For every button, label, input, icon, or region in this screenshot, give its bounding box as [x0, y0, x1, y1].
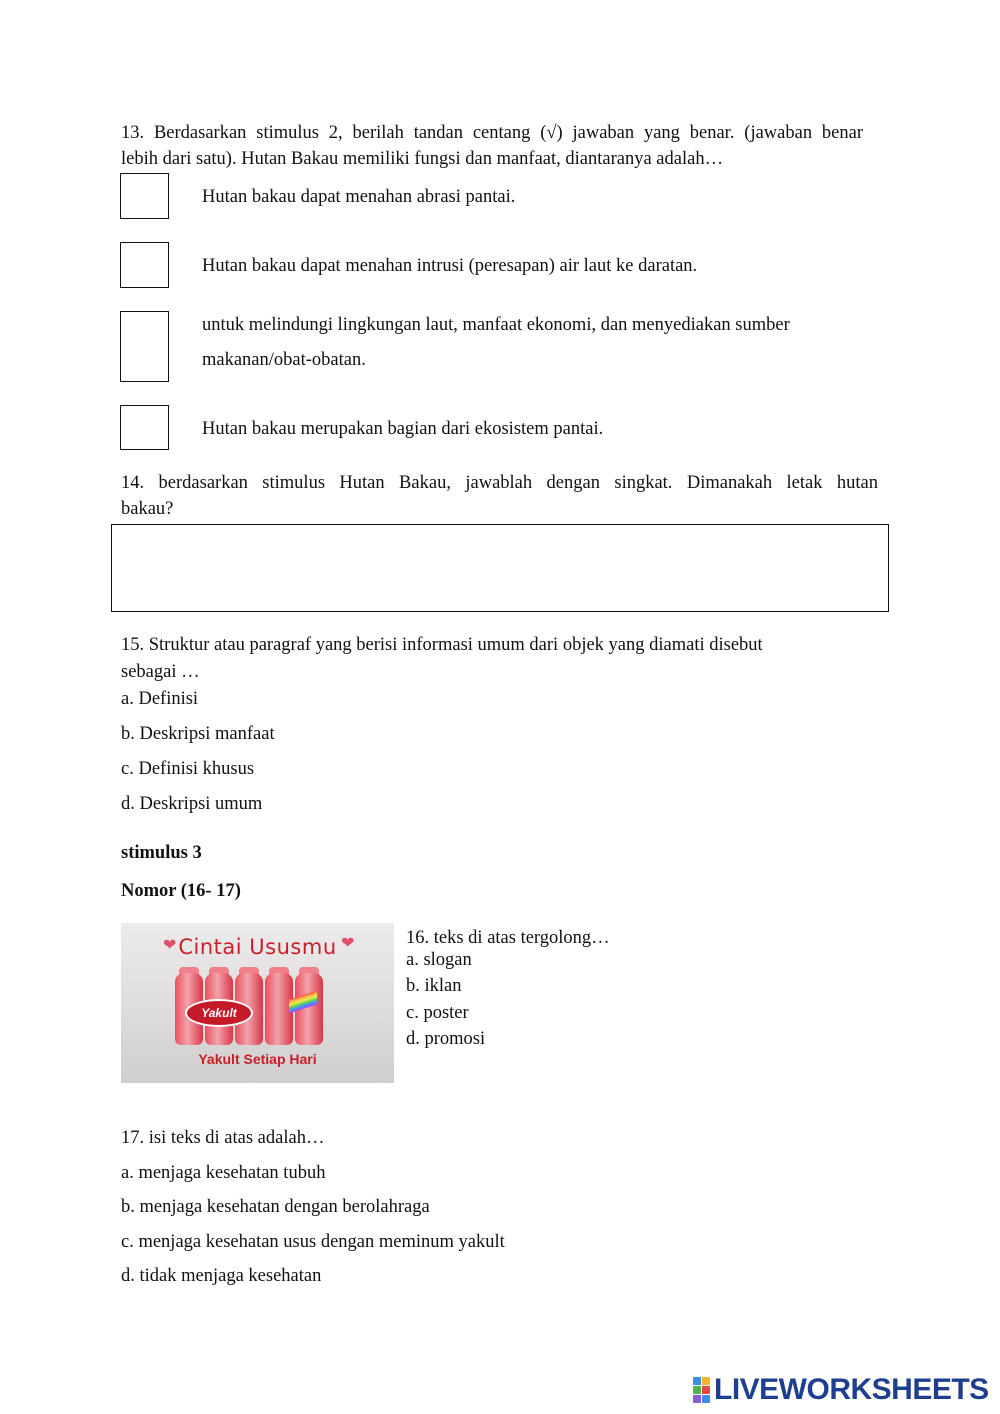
q13-checkbox-1[interactable] [120, 173, 169, 219]
q15-option-d[interactable]: d. Deskripsi umum [121, 794, 263, 814]
liveworksheets-logo[interactable] [693, 1373, 989, 1407]
q16-option-b[interactable]: b. iklan [406, 976, 462, 996]
q15-option-a[interactable]: a. Definisi [121, 689, 199, 709]
q16-question: 16. teks di atas tergolong… [406, 928, 610, 948]
q16-option-d[interactable]: d. promosi [406, 1029, 486, 1049]
ad-headline: Cintai Ususmu [178, 935, 337, 959]
stimulus-range: Nomor (16- 17) [121, 881, 241, 901]
q13-text-line1: 13. Berdasarkan stimulus 2, berilah tandan centang (√) jawaban yang benar. (jawaban benar [121, 123, 863, 143]
q13-option-2: Hutan bakau dapat menahan intrusi (peresapan) air laut ke daratan. [202, 256, 698, 276]
q13-option-3-line1: untuk melindungi lingkungan laut, manfaat ekonomi, dan menyediakan sumber [202, 315, 790, 335]
logo-text: LIVEWORKSHEETS [714, 1373, 989, 1406]
q16-option-c[interactable]: c. poster [406, 1003, 469, 1023]
q13-option-1: Hutan bakau dapat menahan abrasi pantai. [202, 187, 516, 207]
q17-option-a[interactable]: a. menjaga kesehatan tubuh [121, 1163, 326, 1183]
q15-option-b[interactable]: b. Deskripsi manfaat [121, 724, 275, 744]
q17-option-c[interactable]: c. menjaga kesehatan usus dengan meminum yakult [121, 1232, 505, 1252]
ad-brand-label: Yakult [185, 999, 253, 1027]
liveworksheets-logo-icon [693, 1377, 711, 1403]
q17-option-d[interactable]: d. tidak menjaga kesehatan [121, 1266, 322, 1286]
q17-option-b[interactable]: b. menjaga kesehatan dengan berolahraga [121, 1197, 430, 1217]
ad-tagline: Yakult Setiap Hari [198, 1051, 317, 1067]
q14-text-line1: 14. berdasarkan stimulus Hutan Bakau, jawablah dengan singkat. Dimanakah letak hutan [121, 473, 878, 493]
q13-option-3-line2: makanan/obat-obatan. [202, 350, 366, 370]
q13-checkbox-2[interactable] [120, 242, 169, 288]
q15-text-line2: sebagai … [121, 662, 200, 682]
q14-answer-box[interactable] [111, 524, 889, 612]
q14-text-line2: bakau? [121, 499, 174, 519]
stimulus-title: stimulus 3 [121, 843, 202, 863]
heart-icon: ❤ [163, 935, 177, 954]
q16-option-a[interactable]: a. slogan [406, 950, 472, 970]
q17-question: 17. isi teks di atas adalah… [121, 1128, 325, 1148]
q13-checkbox-3[interactable] [120, 311, 169, 382]
q15-text-line1: 15. Struktur atau paragraf yang berisi informasi umum dari objek yang diamati disebut [121, 635, 763, 655]
yakult-ad-image [121, 923, 394, 1083]
heart-icon: ❤ [341, 933, 355, 952]
q13-option-4: Hutan bakau merupakan bagian dari ekosistem pantai. [202, 419, 604, 439]
q15-option-c[interactable]: c. Definisi khusus [121, 759, 255, 779]
q13-checkbox-4[interactable] [120, 405, 169, 450]
q13-text-line2: lebih dari satu). Hutan Bakau memiliki fungsi dan manfaat, diantaranya adalah… [121, 149, 724, 169]
